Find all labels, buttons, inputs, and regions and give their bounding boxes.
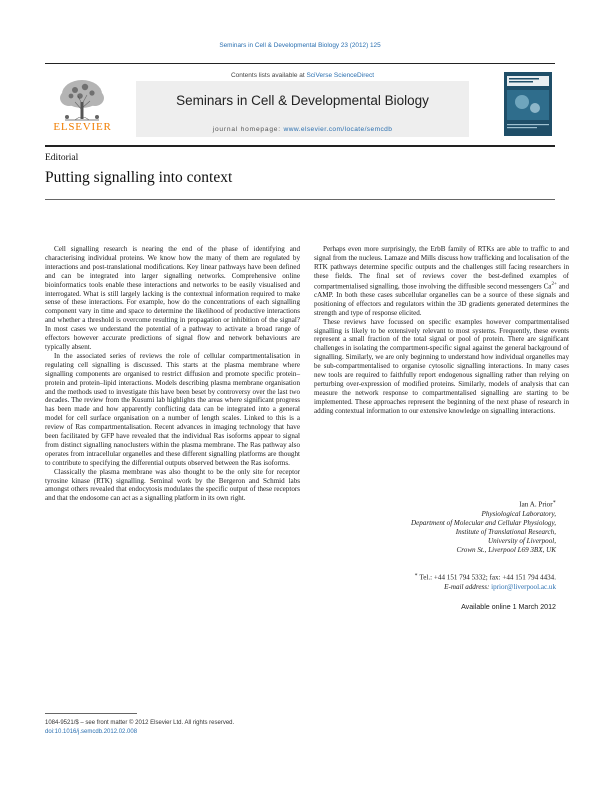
homepage-prefix: journal homepage:: [212, 126, 284, 133]
author-name: Ian A. Prior: [519, 500, 553, 509]
corresponding-author-marker: ∗: [552, 500, 556, 505]
article-type-label: Editorial: [45, 153, 79, 163]
contact-block: [314, 571, 556, 592]
journal-citation[interactable]: Seminars in Cell & Developmental Biology 23 (2012) 125: [219, 42, 381, 49]
footer-rule: [45, 713, 137, 714]
article-title: Putting signalling into context: [45, 169, 233, 186]
phone-fax: Tel.: +44 151 794 5332; fax: +44 151 794 4434.: [417, 573, 556, 582]
superscript: 2+: [551, 281, 557, 287]
contents-availability-line: [140, 72, 465, 79]
contents-prefix: Contents lists available at: [230, 72, 307, 79]
issn-copyright-line: 1084-9521/$ – see front matter © 2012 Elsevier Ltd. All rights reserved.: [45, 720, 235, 726]
journal-title: Seminars in Cell & Developmental Biology: [176, 93, 429, 108]
affiliation-line: University of Liverpool,: [488, 537, 556, 546]
sciencedirect-link[interactable]: SciVerse ScienceDirect: [306, 72, 375, 79]
affiliation-line: Physiological Laboratory,: [481, 509, 556, 518]
body-paragraph: In the associated series of reviews the role of cellular compartmentalisation in regulating cell signalling is discussed. This starts at the plasma membrane where signalling components are organised to restrict diffusion and promote specific protein–protein and protein–lipid interactions. Models describing plasma membrane organisation and the methods used to investigate this have been beset by controversy over the last two decades. The review from the Kusumi lab highlights the areas where significant progress has been made and how apparently conflicting data can be integrated into a general model for cell surface organisation on a number of length scales. Linked to this is a review of Ras compartmentalisation. Recent advances in imaging technology that have been facilitated by GFP have revealed that the individual Ras isoforms appear to signal from distinct signalling nanoclusters within the plasma membrane. The Ras pathway also operates from intracellular organelles and these different signalling platforms are thought to contribute to specifying the differential outputs observed between the Ras isoforms.: [45, 351, 300, 467]
body-paragraph: Cell signalling research is nearing the end of the phase of identifying and characterising individual proteins. We know how the many of them are regulated by interactions and post-translational modifications. Key linear pathways have been defined and can be integrated into larger signalling networks. Comprehensive online bioinformatics tools enable these interactions and networks to be easily visualised and interrogated. What is still largely lacking is the contextual information required to make sense of these interactions. For example, how do the concentrations of each signalling component vary in time and space to determine the likelihood of productive interactions and whether a threshold is overcome resulting in propagation or inhibition of the signal? In most cases we understand the potential of a pathway to activate a broad range of effectors however accurate predictions of signal flow and network behaviours are typically absent.: [45, 245, 300, 351]
journal-cover-thumbnail: [504, 72, 552, 136]
body-paragraph: Classically the plasma membrane was also thought to be the only site for receptor tyrosine kinase (RTK) signalling. Seminal work by the Bergeron and Schmid labs amongst others revealed that endocytosis modulates the specific output of these receptors and that the endosome can act as a signalling platform in its own right.: [45, 467, 300, 503]
header-rule-bottom: [45, 145, 555, 147]
paragraph-text: Perhaps even more surprisingly, the ErbB family of RTKs are able to traffic to and signal from the nucleus. Lamaze and Mills discuss how trafficking and localisation of the RTK pathways determine specific outputs and the challenges still facing researchers in these fields. The final set of reviews cover the best-defined examples of compartmentalised signalling, those involving the diffusible second messengers Ca: [314, 245, 569, 290]
body-paragraph: [314, 245, 569, 318]
doi-line: [45, 729, 137, 735]
author-signature: [314, 498, 556, 556]
publisher-logo-wordmark: ELSEVIER: [53, 121, 112, 133]
paragraph-text: and cAMP. In both these cases subcellular organelles can be a source of these signals and positioning of effectors and regulators within the 3D gradients generated determines the strength and type of response elicited.: [314, 281, 569, 317]
affiliation-line: Institute of Translational Research,: [455, 527, 556, 536]
journal-homepage-link[interactable]: www.elsevier.com/locate/semcdb: [283, 126, 393, 133]
email-label: E-mail address:: [444, 582, 492, 591]
affiliation-line: Crown St., Liverpool L69 3BX, UK: [456, 546, 556, 555]
journal-homepage-line: [136, 126, 469, 133]
available-online-date: Available online 1 March 2012: [461, 603, 556, 611]
right-column: [314, 245, 569, 416]
affiliation-line: Department of Molecular and Cellular Physiology,: [410, 518, 556, 527]
doi-link[interactable]: doi:10.1016/j.semcdb.2012.02.008: [45, 729, 138, 735]
email-link[interactable]: iprior@liverpool.ac.uk: [491, 582, 556, 591]
title-rule: [45, 199, 555, 200]
body-paragraph: These reviews have focussed on specific examples however compartmentalised signalling is likely to be extensively relevant to most systems. Frequently, these events represent a small fraction of the total signal or pool of protein. There are significant challenges in isolating the compartment-specific signal against the general background of signalling. Similarly, we are only beginning to understand how individual organelles may be sub-compartmentalised to organise cytosolic signalling interactions. In many cases new tools are required to faithfully report endogenous signalling rather than relying on perturbing over-expression of modified proteins. Similarly, models of analysis that can measure the network response to compartmentalised signalling are starting to be implemented. These approaches represent the beginning of the next phase of research in adding contextual information to our extensive knowledge on signalling interactions.: [314, 317, 569, 415]
header-rule-top: [45, 63, 555, 64]
left-column: [45, 245, 300, 503]
footnote-marker: ∗: [414, 573, 418, 578]
